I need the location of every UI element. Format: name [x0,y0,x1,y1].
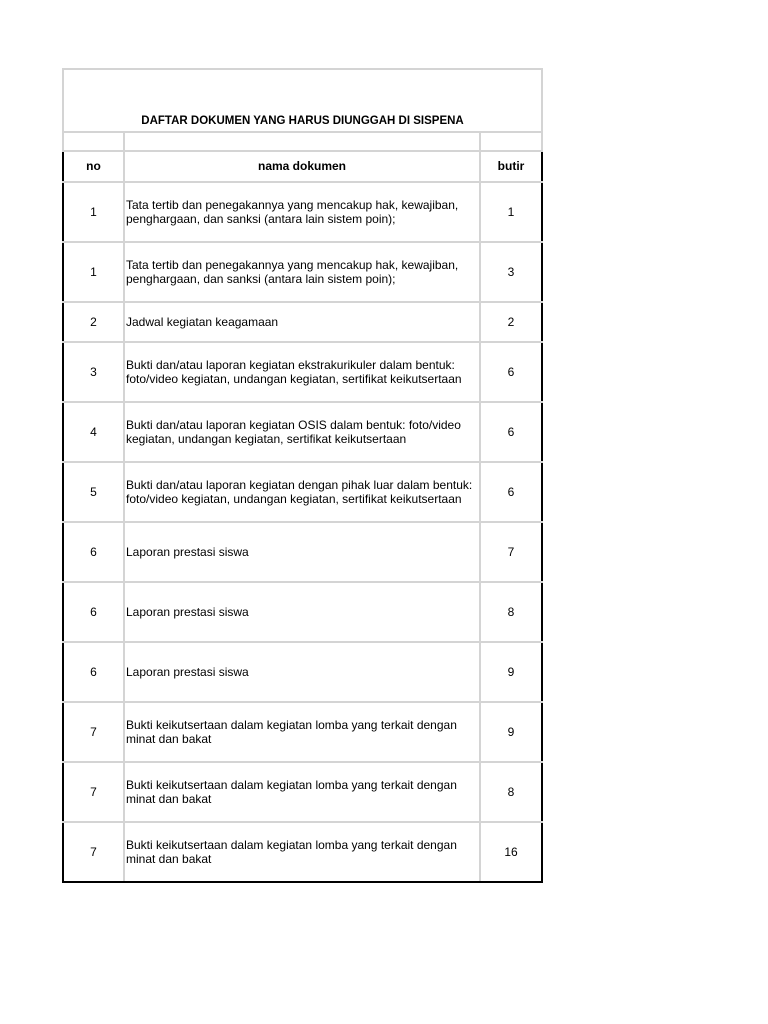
table-row [63,822,542,882]
header-row [63,151,542,182]
row-no: 3 [63,342,124,402]
row-document: Jadwal kegiatan keagamaan [124,302,480,342]
row-document: Bukti keikutsertaan dalam kegiatan lomba yang terkait dengan minat dan bakat [124,702,480,762]
table-row [63,462,542,522]
table-row [63,762,542,822]
row-document: Bukti dan/atau laporan kegiatan dengan pihak luar dalam bentuk: foto/video kegiatan, undangan kegiatan, sertifikat keikutsertaan [124,462,480,522]
row-butir: 8 [480,582,542,642]
table-row [63,402,542,462]
row-butir: 3 [480,242,542,302]
row-document: Tata tertib dan penegakannya yang mencakup hak, kewajiban, penghargaan, dan sanksi (antara lain sistem poin); [124,242,480,302]
row-butir: 6 [480,402,542,462]
row-document: Laporan prestasi siswa [124,642,480,702]
table-row [63,302,542,342]
title-row [63,69,542,132]
header-butir: butir [480,151,542,182]
table-row [63,522,542,582]
row-butir: 9 [480,702,542,762]
row-no: 1 [63,242,124,302]
row-no: 6 [63,582,124,642]
row-document: Laporan prestasi siswa [124,582,480,642]
row-document: Bukti dan/atau laporan kegiatan OSIS dalam bentuk: foto/video kegiatan, undangan kegiatan, sertifikat keikutsertaan [124,402,480,462]
row-butir: 8 [480,762,542,822]
table-row [63,242,542,302]
row-no: 2 [63,302,124,342]
row-document: Tata tertib dan penegakannya yang mencakup hak, kewajiban, penghargaan, dan sanksi (antara lain sistem poin); [124,182,480,242]
empty-cell [124,132,480,151]
table-row [63,582,542,642]
row-butir: 2 [480,302,542,342]
row-butir: 7 [480,522,542,582]
row-butir: 6 [480,342,542,402]
table-row [63,182,542,242]
table-row [63,342,542,402]
header-document: nama dokumen [124,151,480,182]
empty-cell [480,132,542,151]
row-butir: 9 [480,642,542,702]
row-document: Bukti dan/atau laporan kegiatan ekstrakurikuler dalam bentuk: foto/video kegiatan, undangan kegiatan, sertifikat keikutsertaan [124,342,480,402]
header-no: no [63,151,124,182]
table-title: DAFTAR DOKUMEN YANG HARUS DIUNGGAH DI SISPENA [63,69,542,132]
row-no: 7 [63,822,124,882]
spacer-row [63,132,542,151]
document-sheet [62,68,541,883]
document-table [62,68,543,883]
row-butir: 1 [480,182,542,242]
row-no: 6 [63,522,124,582]
table-row [63,702,542,762]
row-no: 7 [63,762,124,822]
row-document: Bukti keikutsertaan dalam kegiatan lomba yang terkait dengan minat dan bakat [124,762,480,822]
row-butir: 16 [480,822,542,882]
row-document: Bukti keikutsertaan dalam kegiatan lomba yang terkait dengan minat dan bakat [124,822,480,882]
row-butir: 6 [480,462,542,522]
row-no: 6 [63,642,124,702]
table-row [63,642,542,702]
row-document: Laporan prestasi siswa [124,522,480,582]
empty-cell [63,132,124,151]
row-no: 4 [63,402,124,462]
row-no: 7 [63,702,124,762]
row-no: 5 [63,462,124,522]
row-no: 1 [63,182,124,242]
